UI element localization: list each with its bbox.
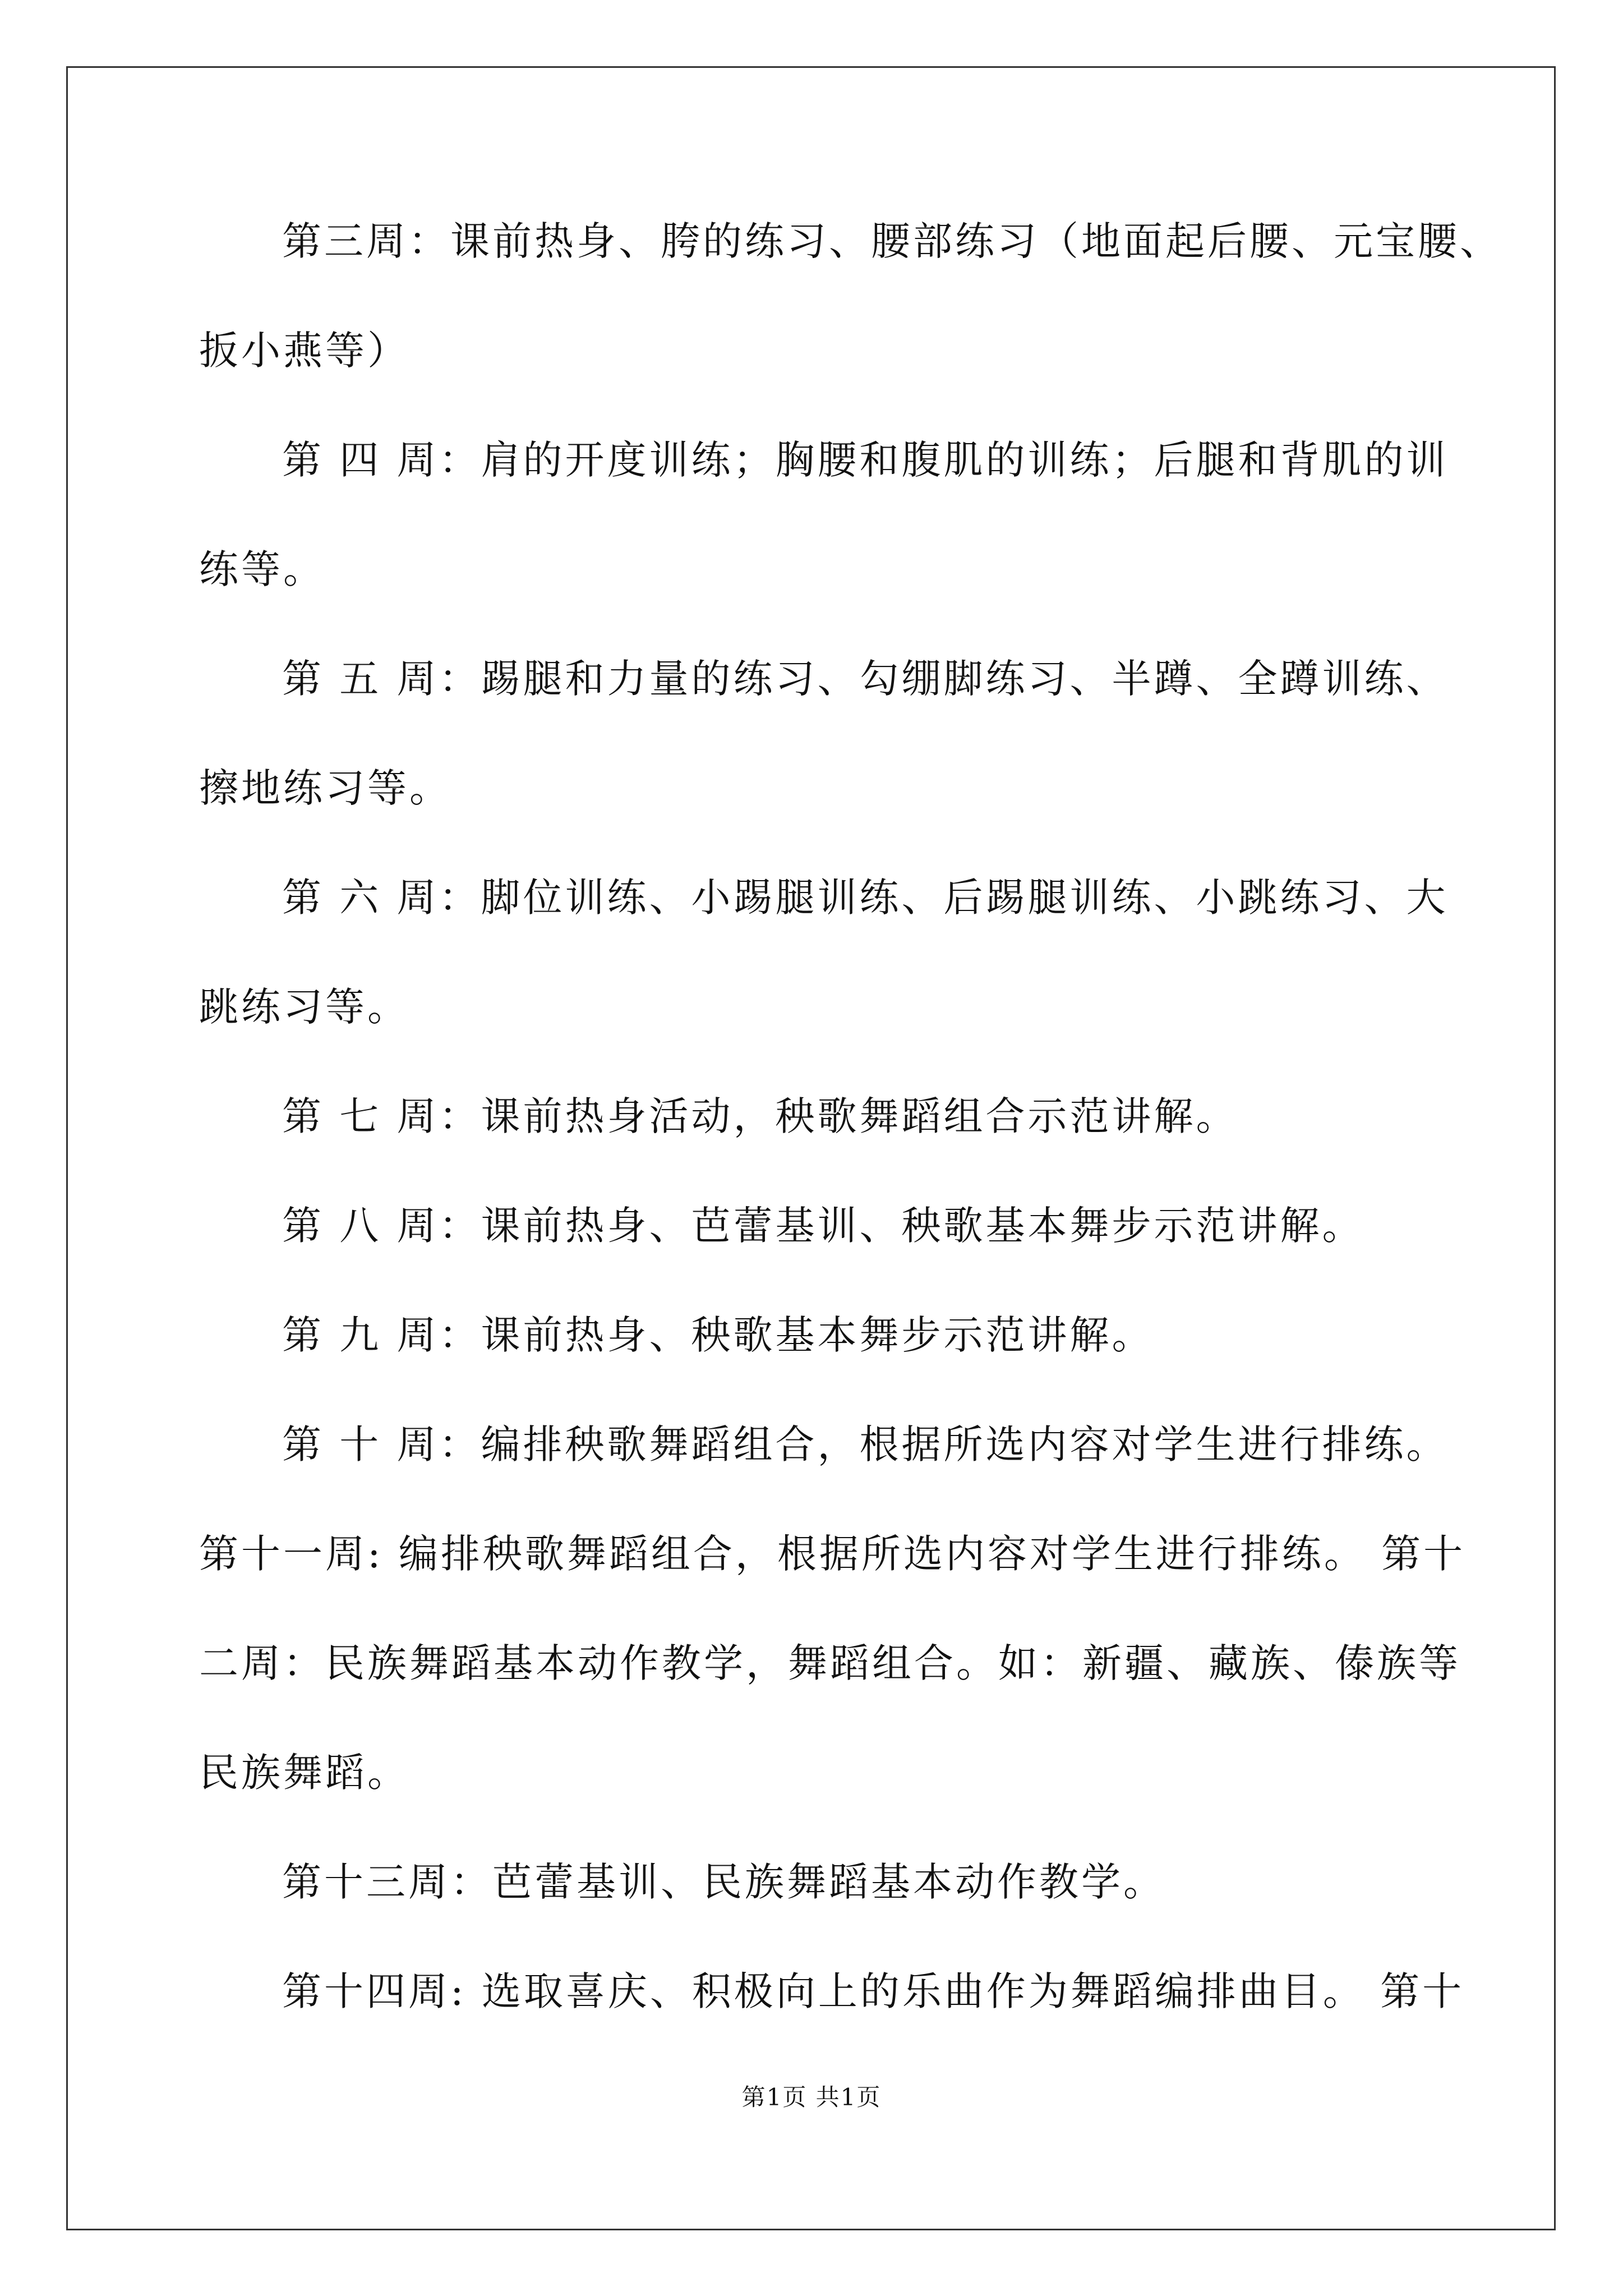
page-footer: 第1页 共1页 (741, 2083, 882, 2111)
text-line-week-5-cont: 擦地练习等。 (199, 765, 451, 811)
text-line-week-3-cont: 扳小燕等） (199, 328, 409, 374)
page-border (66, 66, 1556, 2230)
text-line-week-7: 第 七 周：课前热身活动，秧歌舞蹈组合示范讲解。 (282, 1093, 1238, 1139)
text-line-week-12: 二周：民族舞蹈基本动作教学，舞蹈组合。如：新疆、藏族、傣族等 (199, 1640, 1461, 1686)
text-line-week-14: 第十四周: 选取喜庆、积极向上的乐曲作为舞蹈编排曲目。 第十 (282, 1968, 1465, 2014)
text-line-week-3: 第三周：课前热身、胯的练习、腰部练习（地面起后腰、元宝腰、 (282, 218, 1502, 264)
text-line-week-8: 第 八 周：课前热身、芭蕾基训、秧歌基本舞步示范讲解。 (282, 1203, 1364, 1249)
text-line-week-10: 第 十 周：编排秧歌舞蹈组合，根据所选内容对学生进行排练。 (282, 1421, 1449, 1467)
text-line-week-4: 第 四 周：肩的开度训练；胸腰和腹肌的训练；后腿和背肌的训 (282, 437, 1449, 483)
text-line-week-11: 第十一周: 编排秧歌舞蹈组合，根据所选内容对学生进行排练。 第十 (199, 1531, 1466, 1577)
text-line-week-9: 第 九 周：课前热身、秧歌基本舞步示范讲解。 (282, 1312, 1154, 1358)
text-line-week-13: 第十三周：芭蕾基训、民族舞蹈基本动作教学。 (282, 1859, 1165, 1905)
text-line-week-4-cont: 练等。 (199, 546, 325, 592)
text-line-week-12-cont: 民族舞蹈。 (199, 1750, 409, 1796)
text-line-week-6-cont: 跳练习等。 (199, 984, 409, 1030)
text-line-week-5: 第 五 周：踢腿和力量的练习、勾绷脚练习、半蹲、全蹲训练、 (282, 656, 1449, 702)
text-line-week-6: 第 六 周：脚位训练、小踢腿训练、后踢腿训练、小跳练习、大 (282, 875, 1449, 921)
